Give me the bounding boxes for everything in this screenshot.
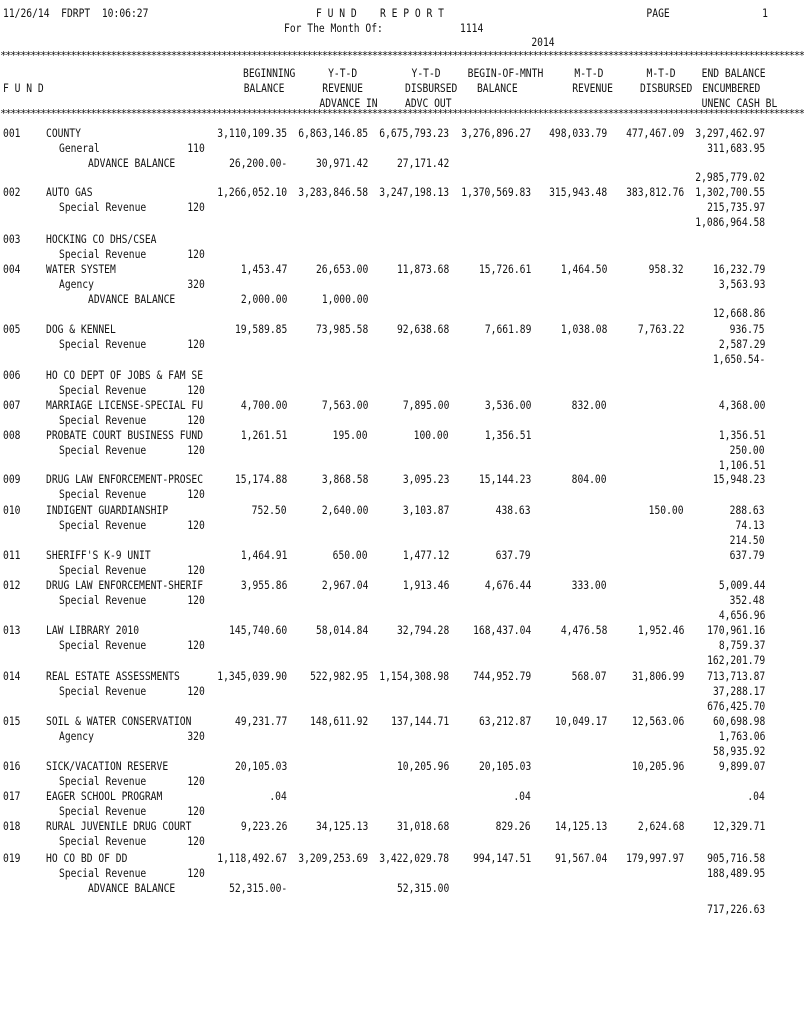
fund-type: Agency [59, 276, 94, 291]
fund-type: Special Revenue [59, 382, 147, 397]
fund-number: 010 [3, 503, 21, 517]
value-mtd-revenue: 568.07 [572, 669, 607, 683]
advance-in: 30,971.42 [315, 155, 368, 170]
value-mtd-disbursed: 383,812.76 [625, 185, 684, 199]
encumbered-value: 215,735.97 [706, 199, 765, 214]
advance-balance-label: ADVANCE BALANCE [88, 880, 176, 895]
value-beginning: 1,266,052.10 [217, 185, 287, 199]
fund-code: 120 [187, 517, 205, 532]
unencumbered-cash-balance: 4,656.96 [718, 607, 765, 622]
fund-type: Special Revenue [59, 773, 147, 788]
fund-code: 320 [187, 728, 205, 743]
fund-name: COUNTY [46, 126, 81, 140]
value-beginning: 1,464.91 [240, 548, 287, 562]
value-ytd-disbursed: 137,144.71 [390, 714, 449, 728]
fund-type: Special Revenue [59, 486, 147, 501]
unencumbered-cash-balance: 58,935.92 [712, 743, 765, 758]
fund-name: INDIGENT GUARDIANSHIP [46, 503, 169, 517]
fund-type: Special Revenue [59, 336, 147, 351]
fund-code: 120 [187, 442, 205, 457]
fund-type: Agency [59, 728, 94, 743]
value-bom: 829.26 [496, 819, 531, 833]
value-beginning: 1,118,492.67 [217, 851, 287, 865]
fund-code: 120 [187, 803, 205, 818]
fund-name: AUTO GAS [46, 185, 93, 199]
fund-code: 120 [187, 486, 205, 501]
fund-name: EAGER SCHOOL PROGRAM [46, 789, 163, 803]
value-ytd-disbursed: 3,247,198.13 [379, 185, 449, 199]
fund-number: 018 [3, 819, 21, 833]
unencumbered-cash-balance: 214.50 [730, 532, 765, 547]
fund-number: 003 [3, 232, 21, 246]
value-end-balance: 3,297,462.97 [695, 126, 765, 140]
encumbered-value: 74.13 [735, 517, 765, 532]
value-beginning: 4,700.00 [240, 398, 287, 412]
fund-name: REAL ESTATE ASSESSMENTS [46, 669, 180, 683]
value-ytd-revenue: 58,014.84 [315, 623, 368, 637]
column-header-end-balance: ENCUMBERED [702, 81, 761, 95]
value-end-balance: 1,302,700.55 [695, 185, 765, 199]
value-bom: 15,144.23 [478, 472, 531, 486]
value-ytd-revenue: 73,985.58 [315, 322, 368, 336]
value-ytd-revenue: 34,125.13 [315, 819, 368, 833]
fund-code: 120 [187, 562, 205, 577]
advance-beginning: 26,200.00- [228, 155, 287, 170]
report-year: 2014 [531, 35, 555, 49]
fund-number: 013 [3, 623, 21, 637]
encumbered-value: 250.00 [730, 442, 765, 457]
fund-column-header: F U N D [3, 81, 44, 95]
encumbered-value: 2,587.29 [718, 336, 765, 351]
value-mtd-disbursed: 958.32 [649, 262, 684, 276]
month-label: For The Month Of: [284, 21, 383, 35]
value-mtd-revenue: 10,049.17 [554, 714, 607, 728]
value-ytd-disbursed: 3,422,029.78 [379, 851, 449, 865]
value-end-balance: 713,713.87 [706, 669, 765, 683]
value-end-balance: 170,961.16 [706, 623, 765, 637]
value-end-balance: 15,948.23 [712, 472, 765, 486]
fund-code: 120 [187, 199, 205, 214]
value-ytd-disbursed: 1,477.12 [402, 548, 449, 562]
value-ytd-disbursed: 92,638.68 [396, 322, 449, 336]
column-header-beginning: BEGINNING [242, 66, 296, 80]
encumbered-value: 3,563.93 [718, 276, 765, 291]
value-mtd-disbursed: 7,763.22 [637, 322, 684, 336]
value-ytd-disbursed: 1,913.46 [402, 578, 449, 592]
column-header-ytd-disbursed: Y-T-D [411, 66, 441, 80]
encumbered-value: 37,288.17 [712, 683, 765, 698]
page-label: PAGE [646, 6, 670, 20]
value-mtd-disbursed: 2,624.68 [637, 819, 684, 833]
value-end-balance: 16,232.79 [712, 262, 765, 276]
value-end-balance: 905,716.58 [706, 851, 765, 865]
unencumbered-cash-balance: 1,650.54- [712, 351, 765, 366]
value-bom: 438.63 [496, 503, 531, 517]
fund-type: Special Revenue [59, 592, 147, 607]
advance-out: 52,315.00 [396, 880, 449, 895]
value-beginning: 20,105.03 [234, 759, 287, 773]
page-number: 1 [762, 6, 768, 20]
unencumbered-cash-balance: 717,226.63 [706, 902, 765, 917]
value-bom: 7,661.89 [484, 322, 531, 336]
fund-type: Special Revenue [59, 517, 147, 532]
value-ytd-revenue: 650.00 [333, 548, 368, 562]
fund-number: 004 [3, 262, 21, 276]
value-beginning: 19,589.85 [234, 322, 287, 336]
value-bom: 3,536.00 [484, 398, 531, 412]
fund-type: Special Revenue [59, 803, 147, 818]
value-ytd-disbursed: 3,103.87 [402, 503, 449, 517]
fund-type: Special Revenue [59, 412, 147, 427]
value-ytd-revenue: 3,209,253.69 [298, 851, 368, 865]
fund-number: 008 [3, 428, 21, 442]
value-mtd-revenue: 91,567.04 [554, 851, 607, 865]
value-mtd-disbursed: 179,997.97 [625, 851, 684, 865]
advance-beginning: 2,000.00 [240, 291, 287, 306]
column-header-ytd-disbursed: DISBURSED [404, 81, 458, 95]
value-bom: .04 [513, 789, 531, 803]
unencumbered-cash-balance: 2,985,779.02 [695, 170, 765, 185]
fund-name: SOIL & WATER CONSERVATION [46, 714, 192, 728]
unencumbered-cash-balance: 12,668.86 [712, 306, 765, 321]
fund-type: Special Revenue [59, 199, 147, 214]
advance-beginning: 52,315.00- [228, 880, 287, 895]
value-bom: 994,147.51 [472, 851, 531, 865]
value-beginning: 1,453.47 [240, 262, 287, 276]
fund-code: 120 [187, 336, 205, 351]
value-bom: 20,105.03 [478, 759, 531, 773]
value-bom: 637.79 [496, 548, 531, 562]
fund-number: 011 [3, 548, 21, 562]
fund-name: MARRIAGE LICENSE-SPECIAL FU [46, 398, 204, 412]
value-end-balance: 9,899.07 [718, 759, 765, 773]
advance-balance-label: ADVANCE BALANCE [88, 291, 176, 306]
value-mtd-revenue: 333.00 [572, 578, 607, 592]
fund-code: 120 [187, 773, 205, 788]
value-ytd-disbursed: 31,018.68 [396, 819, 449, 833]
fund-code: 120 [187, 412, 205, 427]
fund-name: HO CO DEPT OF JOBS & FAM SE [46, 368, 204, 382]
value-mtd-revenue: 832.00 [572, 398, 607, 412]
value-ytd-disbursed: 3,095.23 [402, 472, 449, 486]
encumbered-value: 1,763.06 [718, 728, 765, 743]
fund-name: DRUG LAW ENFORCEMENT-SHERIF [46, 578, 204, 592]
fund-number: 012 [3, 578, 21, 592]
value-ytd-disbursed: 6,675,793.23 [379, 126, 449, 140]
value-mtd-disbursed: 477,467.09 [625, 126, 684, 140]
value-end-balance: 4,368.00 [718, 398, 765, 412]
value-bom: 63,212.87 [478, 714, 531, 728]
column-header-ytd-revenue: ADVANCE IN [319, 96, 378, 110]
fund-number: 019 [3, 851, 21, 865]
value-mtd-disbursed: 1,952.46 [637, 623, 684, 637]
value-bom: 4,676.44 [484, 578, 531, 592]
fund-code: 120 [187, 833, 205, 848]
fund-number: 005 [3, 322, 21, 336]
column-header-mtd-disbursed: DISBURSED [639, 81, 693, 95]
fund-code: 120 [187, 382, 205, 397]
fund-name: WATER SYSTEM [46, 262, 116, 276]
unencumbered-cash-balance: 162,201.79 [706, 652, 765, 667]
fund-number: 015 [3, 714, 21, 728]
value-end-balance: 936.75 [730, 322, 765, 336]
value-ytd-disbursed: 7,895.00 [402, 398, 449, 412]
column-header-begin-of-month: BALANCE [477, 81, 519, 95]
encumbered-value: 8,759.37 [718, 637, 765, 652]
value-mtd-revenue: 4,476.58 [560, 623, 607, 637]
encumbered-value: 311,683.95 [706, 140, 765, 155]
value-bom: 1,356.51 [484, 428, 531, 442]
fund-type: Special Revenue [59, 246, 147, 261]
column-header-ytd-revenue: Y-T-D [327, 66, 357, 80]
encumbered-value: 352.48 [730, 592, 765, 607]
fund-type: General [59, 140, 100, 155]
advance-in: 1,000.00 [321, 291, 368, 306]
value-ytd-revenue: 3,283,846.58 [298, 185, 368, 199]
value-mtd-revenue: 1,038.08 [560, 322, 607, 336]
value-ytd-disbursed: 1,154,308.98 [379, 669, 449, 683]
value-mtd-revenue: 315,943.48 [548, 185, 607, 199]
fund-number: 017 [3, 789, 21, 803]
fund-code: 120 [187, 246, 205, 261]
fund-number: 001 [3, 126, 21, 140]
fund-name: SHERIFF'S K-9 UNIT [46, 548, 151, 562]
value-beginning: .04 [269, 789, 287, 803]
fund-type: Special Revenue [59, 833, 147, 848]
fund-code: 120 [187, 592, 205, 607]
value-mtd-revenue: 1,464.50 [560, 262, 607, 276]
value-ytd-revenue: 195.00 [333, 428, 368, 442]
separator-line: **************************************************************************************************************************************************************** [0, 49, 804, 62]
fund-name: DOG & KENNEL [46, 322, 116, 336]
value-bom: 744,952.79 [472, 669, 531, 683]
column-header-mtd-revenue: M-T-D [574, 66, 604, 80]
value-bom: 1,370,569.83 [461, 185, 531, 199]
fund-type: Special Revenue [59, 865, 147, 880]
value-ytd-revenue: 7,563.00 [321, 398, 368, 412]
unencumbered-cash-balance: 676,425.70 [706, 698, 765, 713]
report-title: F U N D R E P O R T [316, 6, 444, 20]
fund-number: 007 [3, 398, 21, 412]
value-ytd-revenue: 26,653.00 [315, 262, 368, 276]
fund-code: 120 [187, 637, 205, 652]
value-end-balance: 637.79 [730, 548, 765, 562]
value-bom: 15,726.61 [478, 262, 531, 276]
fund-number: 002 [3, 185, 21, 199]
fund-name: SICK/VACATION RESERVE [46, 759, 169, 773]
fund-number: 016 [3, 759, 21, 773]
value-mtd-revenue: 498,033.79 [548, 126, 607, 140]
unencumbered-cash-balance: 1,086,964.58 [695, 214, 765, 229]
fund-type: Special Revenue [59, 442, 147, 457]
value-end-balance: 5,009.44 [718, 578, 765, 592]
value-beginning: 752.50 [252, 503, 287, 517]
value-ytd-revenue: 2,967.04 [321, 578, 368, 592]
column-header-mtd-disbursed: M-T-D [646, 66, 676, 80]
value-beginning: 1,345,039.90 [217, 669, 287, 683]
value-ytd-revenue: 6,863,146.85 [298, 126, 368, 140]
column-header-beginning: BALANCE [243, 81, 285, 95]
value-mtd-disbursed: 12,563.06 [631, 714, 684, 728]
value-mtd-revenue: 804.00 [572, 472, 607, 486]
fund-name: PROBATE COURT BUSINESS FUND [46, 428, 204, 442]
fund-type: Special Revenue [59, 562, 147, 577]
value-ytd-disbursed: 32,794.28 [396, 623, 449, 637]
value-end-balance: 1,356.51 [718, 428, 765, 442]
fund-type: Special Revenue [59, 637, 147, 652]
fund-number: 014 [3, 669, 21, 683]
value-beginning: 1,261.51 [240, 428, 287, 442]
value-beginning: 145,740.60 [228, 623, 287, 637]
fund-name: LAW LIBRARY 2010 [46, 623, 140, 637]
value-end-balance: 12,329.71 [712, 819, 765, 833]
column-header-mtd-revenue: REVENUE [572, 81, 614, 95]
value-ytd-revenue: 2,640.00 [321, 503, 368, 517]
value-mtd-disbursed: 31,806.99 [631, 669, 684, 683]
advance-out: 27,171.42 [396, 155, 449, 170]
value-beginning: 49,231.77 [234, 714, 287, 728]
value-beginning: 9,223.26 [240, 819, 287, 833]
value-bom: 3,276,896.27 [461, 126, 531, 140]
value-mtd-disbursed: 150.00 [649, 503, 684, 517]
value-bom: 168,437.04 [472, 623, 531, 637]
value-beginning: 3,110,109.35 [217, 126, 287, 140]
fund-code: 120 [187, 683, 205, 698]
value-ytd-disbursed: 100.00 [414, 428, 449, 442]
column-header-end-balance: UNENC CASH BL [702, 96, 778, 110]
separator-line: **************************************************************************************************************************************************************** [0, 107, 804, 120]
column-header-ytd-disbursed: ADVC OUT [404, 96, 452, 110]
value-ytd-disbursed: 10,205.96 [396, 759, 449, 773]
fund-number: 009 [3, 472, 21, 486]
encumbered-value: 188,489.95 [706, 865, 765, 880]
report-datetime: 11/26/14 FDRPT 10:06:27 [3, 6, 149, 20]
column-header-ytd-revenue: REVENUE [322, 81, 363, 95]
fund-name: HOCKING CO DHS/CSEA [46, 232, 157, 246]
fund-name: DRUG LAW ENFORCEMENT-PROSEC [46, 472, 204, 486]
column-header-begin-of-month: BEGIN-OF-MNTH [468, 66, 544, 80]
value-ytd-revenue: 3,868.58 [321, 472, 368, 486]
value-beginning: 3,955.86 [240, 578, 287, 592]
advance-balance-label: ADVANCE BALANCE [88, 155, 176, 170]
fund-name: RURAL JUVENILE DRUG COURT [46, 819, 192, 833]
value-ytd-disbursed: 11,873.68 [396, 262, 449, 276]
unencumbered-cash-balance: 1,106.51 [718, 457, 765, 472]
fund-type: Special Revenue [59, 683, 147, 698]
fund-code: 120 [187, 865, 205, 880]
fund-number: 006 [3, 368, 21, 382]
value-end-balance: .04 [747, 789, 765, 803]
fund-name: HO CO BD OF DD [46, 851, 128, 865]
column-header-end-balance: END BALANCE [702, 66, 767, 80]
value-beginning: 15,174.88 [234, 472, 287, 486]
value-end-balance: 288.63 [730, 503, 765, 517]
fund-code: 320 [187, 276, 205, 291]
month-value: 1114 [460, 21, 484, 35]
value-ytd-revenue: 522,982.95 [309, 669, 368, 683]
value-ytd-revenue: 148,611.92 [309, 714, 368, 728]
value-mtd-revenue: 14,125.13 [554, 819, 607, 833]
value-end-balance: 60,698.98 [712, 714, 765, 728]
fund-code: 110 [187, 140, 205, 155]
value-mtd-disbursed: 10,205.96 [631, 759, 684, 773]
